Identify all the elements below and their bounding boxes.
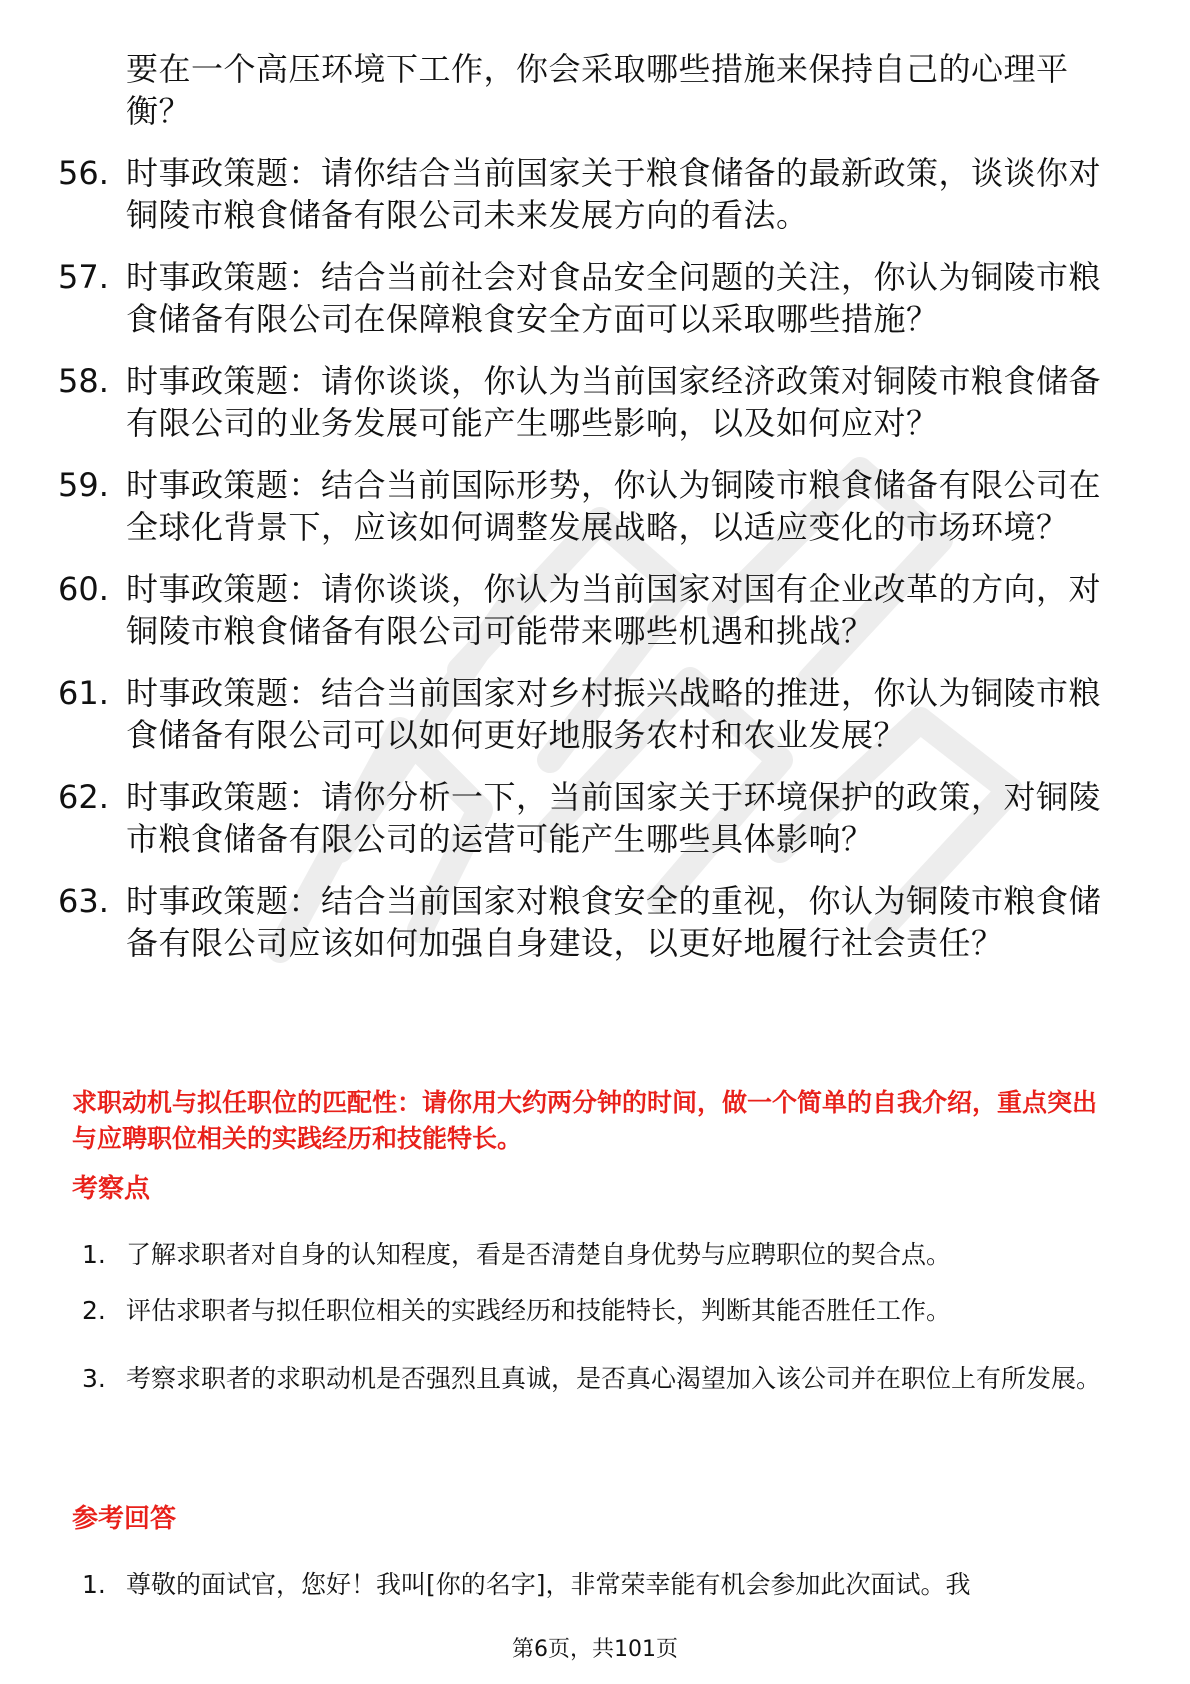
focus-item bbox=[82, 1294, 1112, 1328]
question-item bbox=[58, 152, 1118, 236]
question-item bbox=[58, 256, 1118, 340]
page-footer: 第6页，共101页 bbox=[512, 1637, 678, 1662]
question-item bbox=[58, 568, 1118, 652]
question-number: 63. bbox=[58, 882, 109, 920]
question-item bbox=[58, 776, 1118, 860]
question-text: 时事政策题：请你分析一下，当前国家关于环境保护的政策，对铜陵市粮食储备有限公司的运营可能产生哪些具体影响？ bbox=[126, 778, 1102, 858]
focus-text: 评估求职者与拟任职位相关的实践经历和技能特长，判断其能否胜任工作。 bbox=[126, 1296, 952, 1325]
question-item bbox=[58, 360, 1118, 444]
question-continuation: 要在一个高压环境下工作，你会采取哪些措施来保持自己的心理平衡？ bbox=[126, 50, 1069, 130]
answer-list bbox=[82, 1568, 1112, 1602]
question-number: 61. bbox=[58, 674, 109, 712]
focus-number: 1. bbox=[82, 1240, 106, 1269]
question-text: 时事政策题：结合当前国际形势，你认为铜陵市粮食储备有限公司在全球化背景下，应该如何调整发展战略，以适应变化的市场环境？ bbox=[126, 466, 1102, 546]
focus-list bbox=[82, 1238, 1112, 1408]
question-number: 59. bbox=[58, 466, 109, 504]
question-number: 57. bbox=[58, 258, 109, 296]
question-number: 60. bbox=[58, 570, 109, 608]
answer-number: 1. bbox=[82, 1570, 106, 1599]
question-number: 56. bbox=[58, 154, 109, 192]
question-number: 58. bbox=[58, 362, 109, 400]
question-text: 时事政策题：结合当前国家对粮食安全的重视，你认为铜陵市粮食储备有限公司应该如何加强自身建设，以更好地履行社会责任？ bbox=[126, 882, 1102, 962]
focus-text: 考察求职者的求职动机是否强烈且真诚，是否真心渴望加入该公司并在职位上有所发展。 bbox=[126, 1364, 1102, 1393]
interview-prompt: 求职动机与拟任职位的匹配性：请你用大约两分钟的时间，做一个简单的自我介绍，重点突出与应聘职位相关的实践经历和技能特长。 bbox=[72, 1088, 1098, 1153]
question-item bbox=[58, 672, 1118, 756]
focus-heading: 考察点 bbox=[72, 1174, 151, 1204]
question-text: 时事政策题：请你谈谈，你认为当前国家经济政策对铜陵市粮食储备有限公司的业务发展可能产生哪些影响，以及如何应对？ bbox=[126, 362, 1102, 442]
answer-text: 尊敬的面试官，您好！我叫[你的名字]，非常荣幸能有机会参加此次面试。我 bbox=[126, 1570, 971, 1599]
question-number: 62. bbox=[58, 778, 109, 816]
focus-text: 了解求职者对自身的认知程度，看是否清楚自身优势与应聘职位的契合点。 bbox=[126, 1240, 952, 1269]
focus-item bbox=[82, 1238, 1112, 1272]
focus-number: 2. bbox=[82, 1296, 106, 1325]
question-text: 时事政策题：结合当前社会对食品安全问题的关注，你认为铜陵市粮食储备有限公司在保障粮食安全方面可以采取哪些措施？ bbox=[126, 258, 1102, 338]
focus-item bbox=[82, 1350, 1112, 1408]
question-item bbox=[58, 880, 1118, 964]
question-text: 时事政策题：结合当前国家对乡村振兴战略的推进，你认为铜陵市粮食储备有限公司可以如何更好地服务农村和农业发展？ bbox=[126, 674, 1102, 754]
question-list bbox=[58, 48, 1118, 964]
focus-number: 3. bbox=[82, 1364, 106, 1393]
question-item bbox=[58, 464, 1118, 548]
question-text: 时事政策题：请你结合当前国家关于粮食储备的最新政策，谈谈你对铜陵市粮食储备有限公司未来发展方向的看法。 bbox=[126, 154, 1102, 234]
answer-heading: 参考回答 bbox=[72, 1504, 177, 1534]
question-text: 时事政策题：请你谈谈，你认为当前国家对国有企业改革的方向，对铜陵市粮食储备有限公司可能带来哪些机遇和挑战？ bbox=[126, 570, 1102, 650]
answer-item bbox=[82, 1568, 1112, 1602]
